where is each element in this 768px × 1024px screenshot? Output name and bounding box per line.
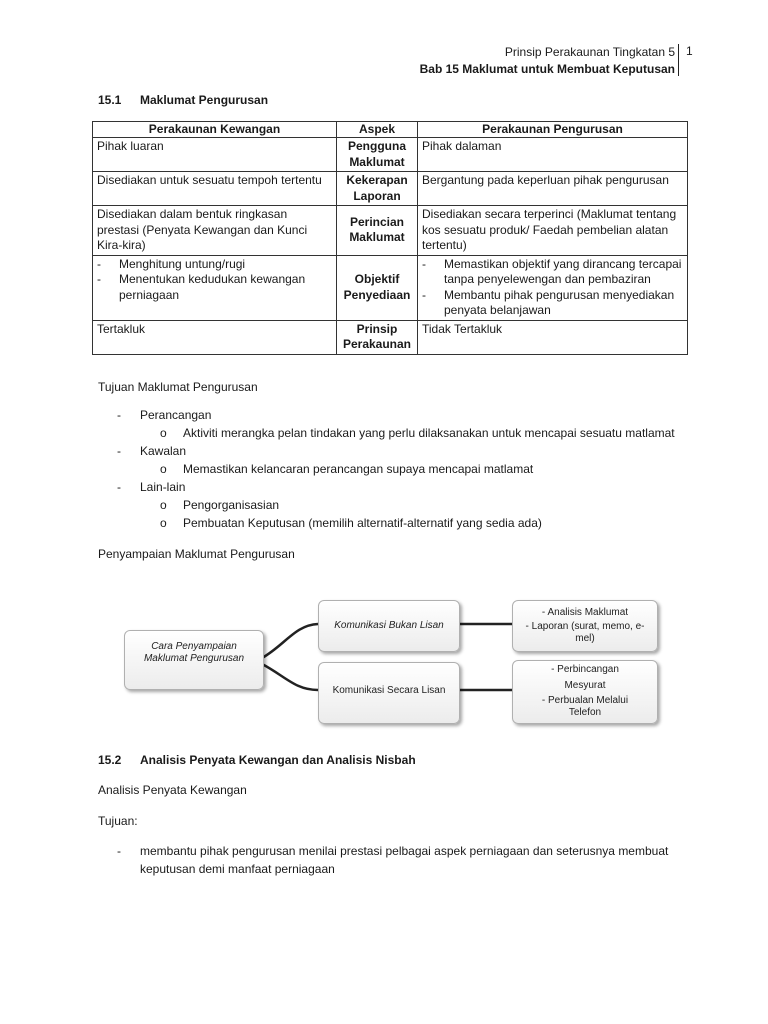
diagram-root-box (124, 630, 264, 690)
header-title: Prinsip Perakaunan Tingkatan 5 (504, 45, 675, 59)
tujuan-item-kawalan: Kawalan (140, 444, 187, 458)
bullet-circle: o (160, 462, 167, 476)
table-cell: Disediakan untuk sesuatu tempoh tertentu (93, 172, 337, 206)
tujuan-item-lain-lain: Lain-lain (140, 480, 186, 494)
penyampaian-heading: Penyampaian Maklumat Pengurusan (98, 547, 295, 561)
list-item-text: Menentukan kedudukan kewangan perniagaan (119, 272, 306, 302)
connector-line (262, 664, 318, 690)
diagram-root-label: Cara Penyampaian Maklumat Pengurusan (143, 641, 245, 664)
bullet-circle: o (160, 498, 167, 512)
bullet-dash: - (422, 287, 426, 302)
table-aspect-cell: Prinsip Perakaunan (337, 320, 418, 354)
tujuan-sub-item: Pengorganisasian (183, 498, 280, 512)
table-cell: Pihak luaran (93, 138, 337, 172)
tujuan-heading: Tujuan Maklumat Pengurusan (98, 380, 258, 394)
tujuan-sub-item: Aktiviti merangka pelan tindakan yang perlu dilaksanakan untuk mencapai sesuatu matlamat (183, 426, 675, 440)
table-cell: Tertakluk (93, 320, 337, 354)
table-cell: Disediakan secara terperinci (Maklumat tentang kos sesuatu produk/ Faedah pembelian alatan tertentu) (418, 206, 688, 256)
bullet-circle: o (160, 516, 167, 530)
table-header: Perakaunan Kewangan (93, 122, 337, 138)
table-header: Perakaunan Pengurusan (418, 122, 688, 138)
bullet-dash: - (422, 256, 426, 271)
table-aspect-cell: Objektif Penyediaan (337, 255, 418, 320)
diagram-branch-label: Komunikasi Secara Lisan (332, 685, 446, 696)
table-aspect-cell: Perincian Maklumat (337, 206, 418, 256)
bullet-dash: - (117, 408, 121, 422)
table-aspect-cell: Pengguna Maklumat (337, 138, 418, 172)
section1-title: Maklumat Pengurusan (140, 93, 269, 107)
bullet-dash: - (117, 844, 121, 858)
table-header: Aspek (337, 122, 418, 138)
diagram-branch-label: Komunikasi Bukan Lisan (334, 620, 444, 631)
page-number: 1 (686, 44, 693, 58)
table-cell: Pihak dalaman (418, 138, 688, 172)
list-item-text: Membantu pihak pengurusan menyediakan penyata belanjawan (444, 287, 675, 317)
bullet-dash: - (97, 256, 101, 271)
section2-number: 15.2 (98, 753, 122, 767)
table-cell: Bergantung pada keperluan pihak pengurusan (418, 172, 688, 206)
analisis-item: membantu pihak pengurusan menilai prestasi pelbagai aspek perniagaan dan seterusnya membuat keputusan demi manfaat perniagaan (140, 844, 669, 876)
tujuan-sub-item: Pembuatan Keputusan (memilih alternatif-alternatif yang sedia ada) (183, 516, 542, 530)
diagram-leaf-label: - Analisis Maklumat (541, 607, 629, 618)
table-aspect-cell: Kekerapan Laporan (337, 172, 418, 206)
analisis-heading: Analisis Penyata Kewangan (98, 783, 247, 797)
table-cell: Tidak Tertakluk (418, 320, 688, 354)
diagram-branch-box (318, 600, 460, 652)
diagram-branch-box (318, 662, 460, 724)
diagram-leaf-label: - Laporan (surat, memo, e-mel) (525, 621, 645, 644)
table-cell: Disediakan dalam bentuk ringkasan prestasi (Penyata Kewangan dan Kunci Kira-kira) (93, 206, 337, 256)
tujuan-sub-item: Memastikan kelancaran perancangan supaya mencapai matlamat (183, 462, 534, 476)
diagram-leaf-label: - Perbincangan (551, 664, 619, 675)
analisis-tujuan-label: Tujuan: (98, 814, 138, 828)
section1-number: 15.1 (98, 93, 122, 107)
connector-line (262, 624, 318, 658)
header-chapter: Bab 15 Maklumat untuk Membuat Keputusan (419, 62, 675, 76)
list-item-text: Menghitung untung/rugi (119, 256, 246, 271)
bullet-dash: - (117, 480, 121, 494)
section2-title: Analisis Penyata Kewangan dan Analisis Nisbah (140, 753, 416, 767)
diagram-leaf-label: - Perbualan Melalui Telefon (541, 695, 629, 718)
list-item-text: Memastikan objektif yang dirancang tercapai tanpa penyelewengan dan pembaziran (444, 256, 682, 286)
bullet-dash: - (117, 444, 121, 458)
diagram-leaf-box (512, 600, 658, 652)
bullet-circle: o (160, 426, 167, 440)
bullet-dash: - (97, 272, 101, 286)
diagram-leaf-box (512, 660, 658, 724)
tujuan-item-perancangan: Perancangan (140, 408, 212, 422)
diagram-leaf-label: Mesyurat (564, 680, 606, 691)
